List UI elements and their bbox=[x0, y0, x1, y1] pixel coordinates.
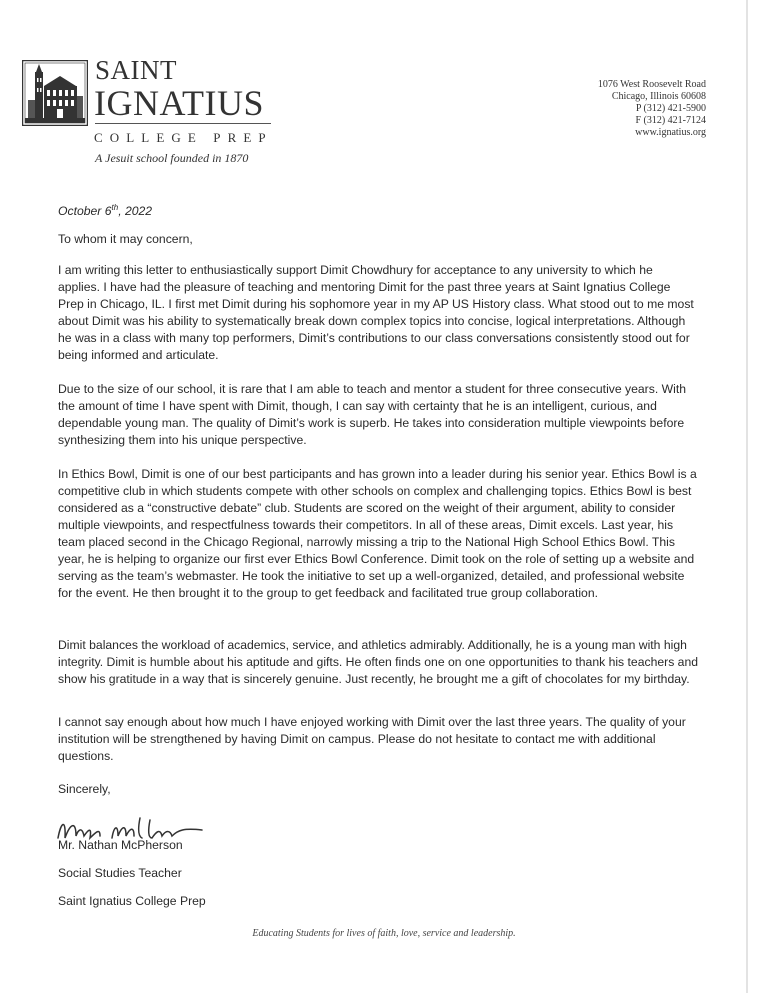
brand-tagline: A Jesuit school founded in 1870 bbox=[95, 151, 249, 165]
school-building-icon bbox=[22, 60, 88, 126]
address-phone: P (312) 421-5900 bbox=[635, 103, 706, 114]
brand-ignatius: IGNATIUS bbox=[94, 83, 264, 123]
brand-college-prep: COLLEGE PREP bbox=[94, 130, 273, 145]
paragraph-2: Due to the size of our school, it is rare that I am able to teach and mentor a student for three consecutive years. With the amount of time I have spent with Dimit, though, I can say with certainty that he is an intelligent, curious, and dependable young man. The quality of Dimit’s work is superb. He takes into consideration multiple viewpoints before synthesizing them into his unique perspective. bbox=[58, 382, 686, 447]
address-city: Chicago, Illinois 60608 bbox=[611, 91, 706, 102]
salutation: To whom it may concern, bbox=[58, 232, 193, 246]
page-edge bbox=[746, 0, 748, 993]
signer-school: Saint Ignatius College Prep bbox=[58, 894, 206, 908]
paragraph-4: Dimit balances the workload of academics, service, and athletics admirably. Additionally, he is a young man with high integrity. Dimit is humble about his aptitude and gifts. He often finds one on one opportunities to thank his teachers and show his gratitude in a way that is sincerely genuine. Just recently, he brought me a gift of chocolates for my birthday. bbox=[58, 638, 699, 686]
signer-title: Social Studies Teacher bbox=[58, 866, 182, 880]
paragraph-5: I cannot say enough about how much I have enjoyed working with Dimit over the last three years. The quality of your institution will be strengthened by having Dimit on campus. Please do not hesitate to contact me with additional questions. bbox=[58, 715, 686, 763]
school-address bbox=[598, 79, 706, 139]
address-fax: F (312) 421-7124 bbox=[635, 115, 706, 126]
brand-divider bbox=[95, 123, 271, 124]
footer-motto: Educating Students for lives of faith, love, service and leadership. bbox=[252, 928, 516, 939]
date-main: October 6 bbox=[58, 204, 112, 219]
date-year: , 2022 bbox=[118, 204, 153, 219]
address-street: 1076 West Roosevelt Road bbox=[597, 79, 706, 90]
address-website: www.ignatius.org bbox=[635, 127, 706, 138]
paragraph-1: I am writing this letter to enthusiastically support Dimit Chowdhury for acceptance to any university to which he applies. I have had the pleasure of teaching and mentoring Dimit for the past three years at Saint Ignatius College Prep in Chicago, IL. I first met Dimit during his sophomore year in my AP US History class. What stood out to me most about Dimit was his ability to systematically break down complex topics into concise, logical interpretations. Although he was in a class with many top performers, Dimit’s contributions to our class conversations consistently stood out for being informed and articulate. bbox=[58, 263, 694, 362]
brand-saint: SAINT bbox=[95, 55, 177, 85]
signer-name: Mr. Nathan McPherson bbox=[58, 838, 183, 852]
letter-date bbox=[58, 203, 152, 218]
date-suffix: th bbox=[111, 203, 119, 212]
paragraph-3: In Ethics Bowl, Dimit is one of our best participants and has grown into a leader during his senior year. Ethics Bowl is a competitive club in which students compete with other schools on complex and challenging topics. Ethics Bowl is best considered as a “constructive debate” club. Students are scored on the weight of their argument, ability to consider multiple viewpoints, and respectfulness towards their competitors. In all of these areas, Dimit excels. Last year, his team placed second in the Chicago Regional, narrowly missing a trip to the National High School Ethics Bowl. This year, he is helping to organize our first ever Ethics Bowl Conference. Dimit took on the role of setting up a website and serving as the team’s webmaster. He took the initiative to set up a well-organized, detailed, and professional website for the event. He then brought it to the group to get feedback and facilitated true group collaboration. bbox=[58, 467, 697, 600]
closing: Sincerely, bbox=[58, 782, 111, 796]
